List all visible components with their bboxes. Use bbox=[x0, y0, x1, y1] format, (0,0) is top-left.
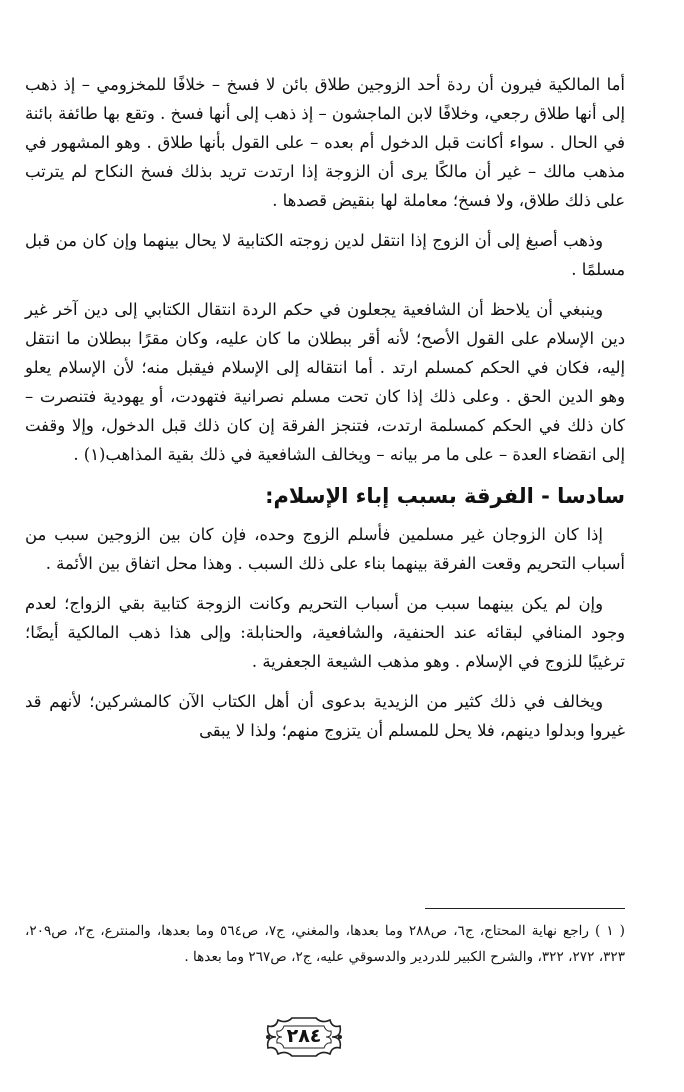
footnote-separator bbox=[425, 908, 625, 909]
main-text bbox=[25, 70, 625, 756]
paragraph-maliki: أما المالكية فيرون أن ردة أحد الزوجين طلاق بائن لا فسخ – خلافًا للمخزومي – إذ ذهب إلى أنها طلاق رجعي، وخلافًا لابن الماجشون – إذ ذهب إلى أنها فسخ . وتقع بها طائفة بائنة في الحال . سواء أكانت قبل الدخول أم بعده – على القول بأنها طلاق . وهو المشهور في مذهب مالك – غير أن مالكًا يرى أن الزوجة إذا ارتدت تريد بذلك فسخ النكاح لم يترتب على ذلك طلاق، ولا فسخ؛ معاملة لها بنقيض قصدها . bbox=[25, 75, 625, 210]
paragraph-kitabiya: وإن لم يكن بينهما سبب من أسباب التحريم وكانت الزوجة كتابية بقي الزواج؛ لعدم وجود المنافي لبقائه عند الحنفية، والشافعية، والحنابلة: وإلى هذا ذهب المالكية أيضًا؛ ترغيبًا للزوج في الإسلام . وهو مذهب الشيعة الجعفرية . bbox=[25, 594, 625, 671]
paragraph-spouses: إذا كان الزوجان غير مسلمين فأسلم الزوج وحده، فإن كان بين الزوجين سبب من أسباب التحريم وقعت الفرقة بينهما بناء على ذلك السبب . وهذا محل اتفاق بين الأئمة . bbox=[25, 525, 625, 573]
page-number: ٢٨٤ bbox=[286, 1025, 322, 1047]
section-heading: سادسا - الفرقة بسبب إباء الإسلام: bbox=[265, 484, 625, 508]
paragraph-asbagh: وذهب أصبغ إلى أن الزوج إذا انتقل لدين زوجته الكتابية لا يحال بينهما وإن كان من قبل مسلمًا . bbox=[25, 231, 625, 279]
paragraph-zaydiyya: ويخالف في ذلك كثير من الزيدية بدعوى أن أهل الكتاب الآن كالمشركين؛ لأنهم قد غيروا وبدلوا دينهم، فلا يحل للمسلم أن يتزوج منهم؛ ولذا لا يبقى bbox=[25, 692, 625, 740]
page-number-ornament bbox=[262, 1012, 346, 1062]
footnote: ( ١ ) راجع نهاية المحتاج، ج٦، ص٢٨٨ وما بعدها، والمغني، ج٧، ص٥٦٤ وما بعدها، والمنترع، ج٢، ص٢٠٩، ٣٢٣، ٢٧٢، ٣٢٢، والشرح الكبير للدردير والدسوقي عليه، ج٢، ص٢٦٧ وما بعدها . bbox=[25, 923, 625, 965]
paragraph-shafii: وينبغي أن يلاحظ أن الشافعية يجعلون في حكم الردة انتقال الكتابي إلى دين آخر غير دين الإسلام على القول الأصح؛ لأنه أقر ببطلان ما كان عليه، وكان مقرًا ببطلان ما انتقل إليه، فكان في الحكم كمسلم ارتد . أما انتقاله إلى الإسلام فيقبل منه؛ لأن الإسلام يعلو وهو الدين الحق . وعلى ذلك إذا كان تحت مسلم نصرانية فتهودت، أو يهودية فتنصرت – كان ذلك في الحكم كمسلمة ارتدت، فتنجز الفرقة إن كان ذلك قبل الدخول، وإلا وقفت إلى انقضاء العدة – على ما مر بيانه – ويخالف الشافعية في ذلك بقية المذاهب(١) . bbox=[25, 300, 625, 464]
